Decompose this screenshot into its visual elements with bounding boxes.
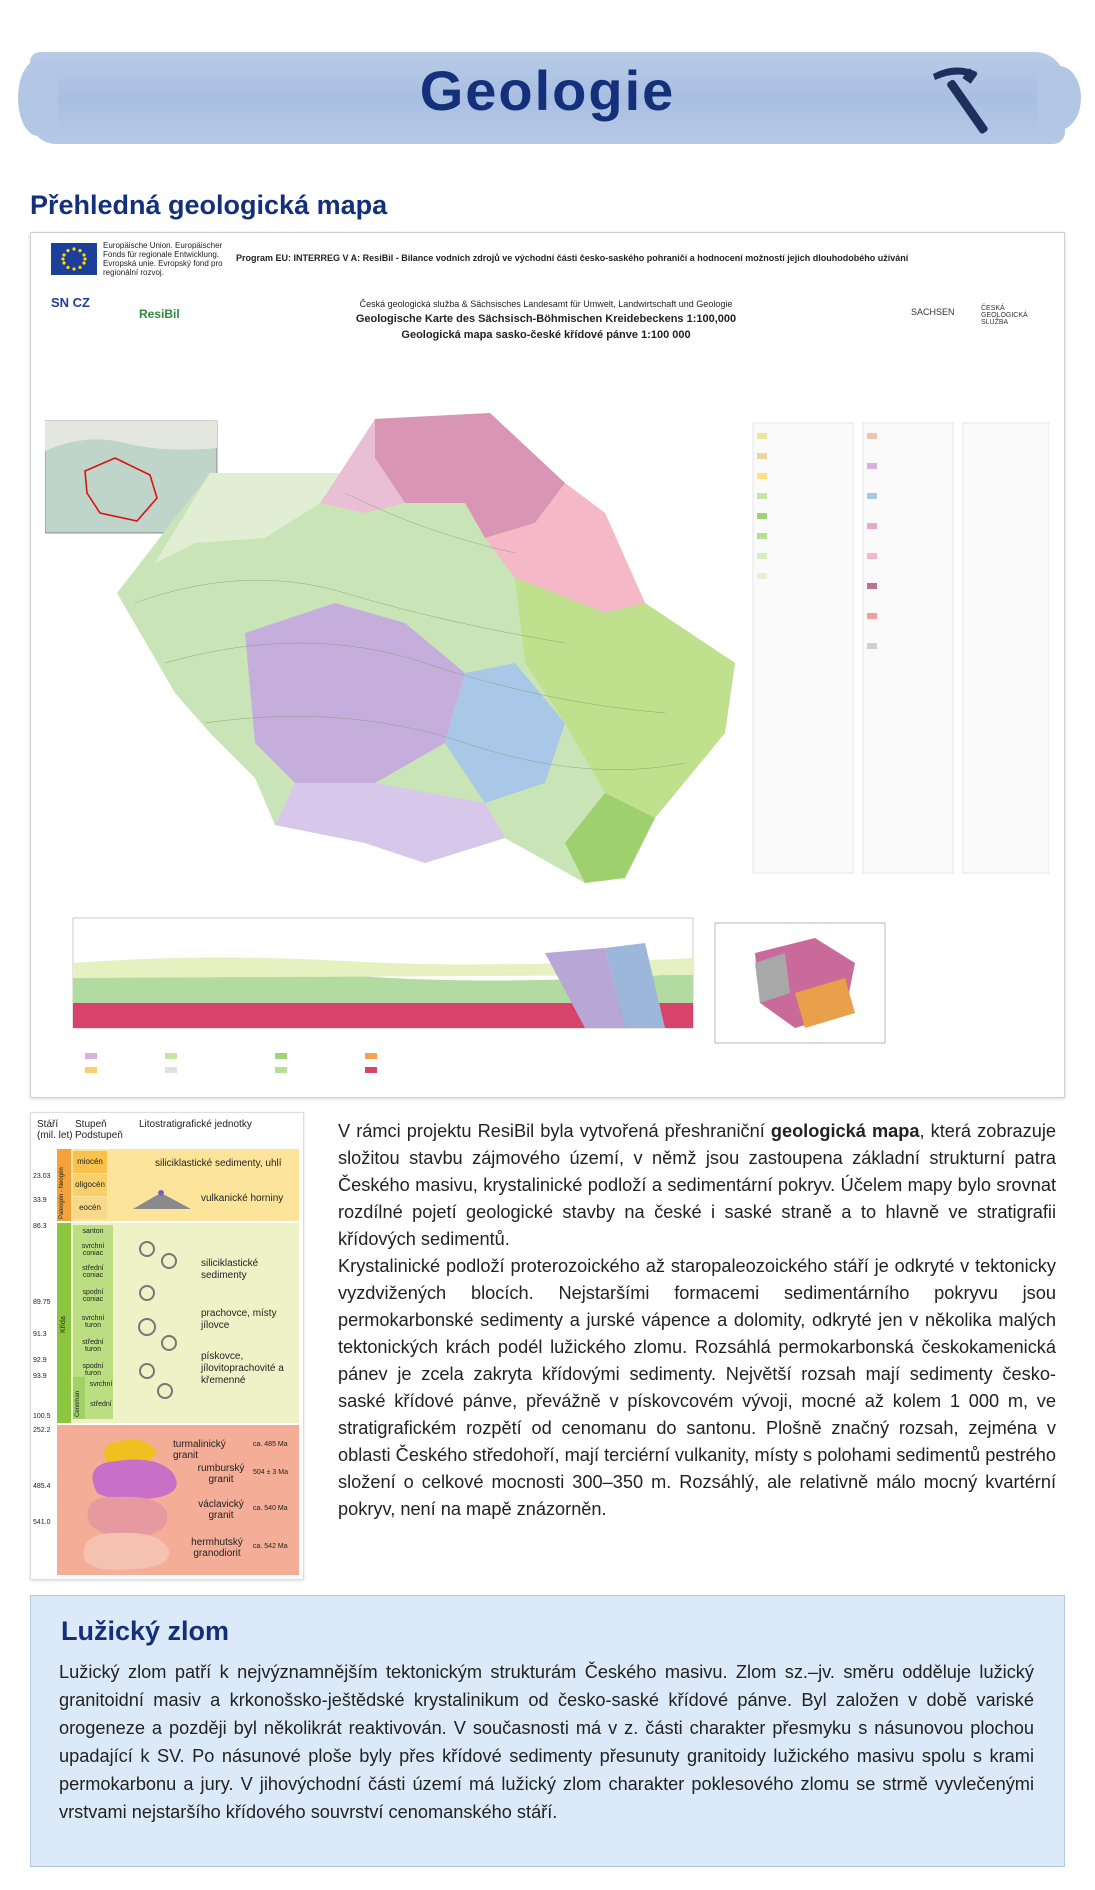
geological-map-illustration: [45, 363, 1049, 1083]
stage-middle-coniac: střední coniac: [82, 1265, 104, 1279]
age-23: 23.03: [33, 1173, 51, 1180]
col-age-header: Stáří (mil. let): [37, 1119, 73, 1141]
eu-flag-icon: [51, 243, 97, 275]
stage-eocene: eocén: [73, 1197, 107, 1219]
unit-siltstones: prachovce, místy jílovce: [201, 1308, 277, 1331]
map-institutions: Česká geologická služba & Sächsisches Landesamt für Umwelt, Landwirtschaft und Geologie: [359, 299, 733, 309]
age-485: 485.4: [33, 1483, 51, 1490]
stage-santon: santon: [82, 1228, 104, 1235]
cgs-logo: ČESKÁ GEOLOGICKÁ SLUŽBA: [981, 305, 1028, 326]
fault-text: Lužický zlom patří k nejvýznamnějším tektonickým strukturám Českého masivu. Zlom sz.–jv. směru odděluje lužický granitoidní masiv a krkonošsko-ještědské krystalinikum od česko-saské křídové pánve. Byl založen v době variské orogeneze a později byl několikrát reaktivován. V současnosti má v z. části charakter přesmyku s násunovou plochou upadající k SV. Po násunové ploše byly přes křídové sedimenty přesunuty granitoidy lužického masivu spolu s krami permokarbonu a jury. V jihovýchodní části území má lužický zlom charakter poklesového zlomu se strmě vyvlečenými vrstvami nejstaršího křídového souvrství cenomanského stáří.: [59, 1662, 1034, 1822]
program-text: Program EU: INTERREG V A: ResiBil - Bilance vodních zdrojů ve východní části česko-saského pohraničí a hodnocení možností jejich dlouhodobého užívání: [236, 253, 909, 263]
granite-rumburk: rumburský granit: [197, 1463, 245, 1485]
highlight-geologic-map: geologická mapa: [770, 1121, 920, 1141]
section-title-map: Přehledná geologická mapa: [30, 190, 388, 220]
stage-upper-turon: svrchní turon: [81, 1315, 105, 1329]
stage-upper-cenoman: svrchní: [89, 1381, 113, 1388]
unit-siliciclastic-sediments: siliciklastické sedimenty: [201, 1258, 259, 1281]
volcano-icon: [131, 1187, 197, 1211]
age-541: 541.0: [33, 1519, 51, 1526]
granite-tourmaline-age: ca. 485 Ma: [253, 1441, 288, 1448]
granite-tourmaline: turmalinický granit: [173, 1439, 226, 1461]
col-stage-header: Stupeň Podstupeň: [75, 1119, 123, 1141]
period-paleogene: Paleogén - Neogén: [57, 1149, 71, 1221]
stage-lower-coniac: spodní coniac: [82, 1289, 104, 1303]
unit-sandstones: pískovce, jílovitoprachovité a křemenné: [201, 1351, 284, 1386]
eu-text: Europäische Union. Europäischer Fonds für regionale Entwicklung. Evropská unie. Evropský fond pro regionální rozvoj.: [103, 241, 223, 277]
granite-vaclavice: václavický granit: [198, 1499, 244, 1521]
age-93: 93.9: [33, 1373, 47, 1380]
main-paragraph-2: Krystalinické podloží proterozoického až staropaleozoického stáří je odkryté v tektonicky vyzdvižených blocích. Nejstaršími formacemi sedimentárního pokryvu jsou permokarbonské sedimenty a jurské vápence a dolomity, odkryté jen v několika malých tektonických krách podél lužického zlomu. Rozsáhlá permokarbonská českokamenická pánev je zcela zakryta křídovými sedimenty. Největší rozsah mají sedimenty česko-saské křídové pánve, převážně v pískovcovém vývoji, mocné až kolem 1 000 m, ve stratigrafickém rozpětí od cenomanu do santonu. Plošně značný rozsah, zejména v oblasti Českého středohoří, mají terciérní vulkanity, místy s polohami sedimentů pestrého složení o celkové mocnosti 300–350 m. Rozsáhlý, ale relativně málo mocný kvartérní pokryv, není na mapě znázorněn.: [338, 1256, 1056, 1519]
project-logos: [51, 295, 201, 365]
section-title-fault: Lužický zlom: [61, 1616, 230, 1646]
institution-logos: [851, 295, 1051, 335]
stage-miocene: miocén: [73, 1151, 107, 1173]
main-text: [338, 1118, 1056, 1523]
stage-oligocene: oligocén: [73, 1174, 107, 1196]
period-cretaceous: Křída: [57, 1223, 71, 1423]
period-cenoman: Cenoman: [73, 1377, 85, 1419]
map-title-cz: Geologická mapa sasko-české křídové pánve 1:100 000: [401, 329, 691, 341]
age-92: 92.9: [33, 1357, 47, 1364]
age-89: 89.75: [33, 1299, 51, 1306]
geological-map-figure: [30, 232, 1065, 1098]
sncz-logo: SN CZ: [51, 295, 90, 310]
lusatian-fault-box: [30, 1595, 1065, 1867]
age-252: 252.2: [33, 1427, 51, 1434]
granodiorite-herrnhut: hermhutský granodiorit: [191, 1537, 243, 1559]
stage-middle-turon: střední turon: [82, 1339, 104, 1353]
map-title-de: Geologische Karte des Sächsisch-Böhmischen Kreidebeckens 1:100,000: [355, 313, 737, 325]
granite-rumburk-age: 504 ± 3 Ma: [253, 1469, 288, 1476]
stage-middle-cenoman: střední: [90, 1401, 112, 1408]
unit-siliciclastic-coal: siliciklastické sedimenty, uhlí: [155, 1158, 282, 1169]
age-33: 33.9: [33, 1197, 47, 1204]
geology-hammer-icon: [925, 60, 1005, 140]
granite-bodies-illustration: [77, 1433, 187, 1573]
resibil-logo: ResiBil: [139, 307, 180, 321]
map-legend: [753, 423, 1049, 873]
saxony-logo: SACHSEN: [911, 307, 955, 317]
stage-upper-coniac: svrchní coniac: [81, 1243, 105, 1257]
stage-lower-turon: spodní turon: [82, 1363, 104, 1377]
age-91: 91.3: [33, 1331, 47, 1338]
granite-vaclavice-age: ca. 540 Ma: [253, 1505, 288, 1512]
page-title: Geologie: [419, 59, 676, 122]
lithostratigraphic-column: [30, 1112, 304, 1580]
main-paragraph-1: V rámci projektu ResiBil byla vytvořená přeshraniční geologická mapa, která zobrazuje složitou stavbu zájmového území, v němž jsou zastoupena základní strukturní patra Českého masivu, krystalinické podloží a sedimentární pokryv. Účelem mapy bylo srovnat rozdílné pojetí geologické stavby na české i saské straně a to hlavně ve stratigrafii křídových sedimentů.: [338, 1121, 1057, 1249]
age-100: 100.5: [33, 1413, 51, 1420]
unit-volcanic: vulkanické horniny: [201, 1193, 284, 1204]
map-sheet-titles: [261, 299, 831, 341]
age-86: 86.3: [33, 1223, 47, 1230]
ammonite-icons: [127, 1231, 197, 1417]
granodiorite-herrnhut-age: ca. 542 Ma: [253, 1543, 288, 1550]
col-units-header: Litostratigrafické jednotky: [139, 1119, 252, 1130]
